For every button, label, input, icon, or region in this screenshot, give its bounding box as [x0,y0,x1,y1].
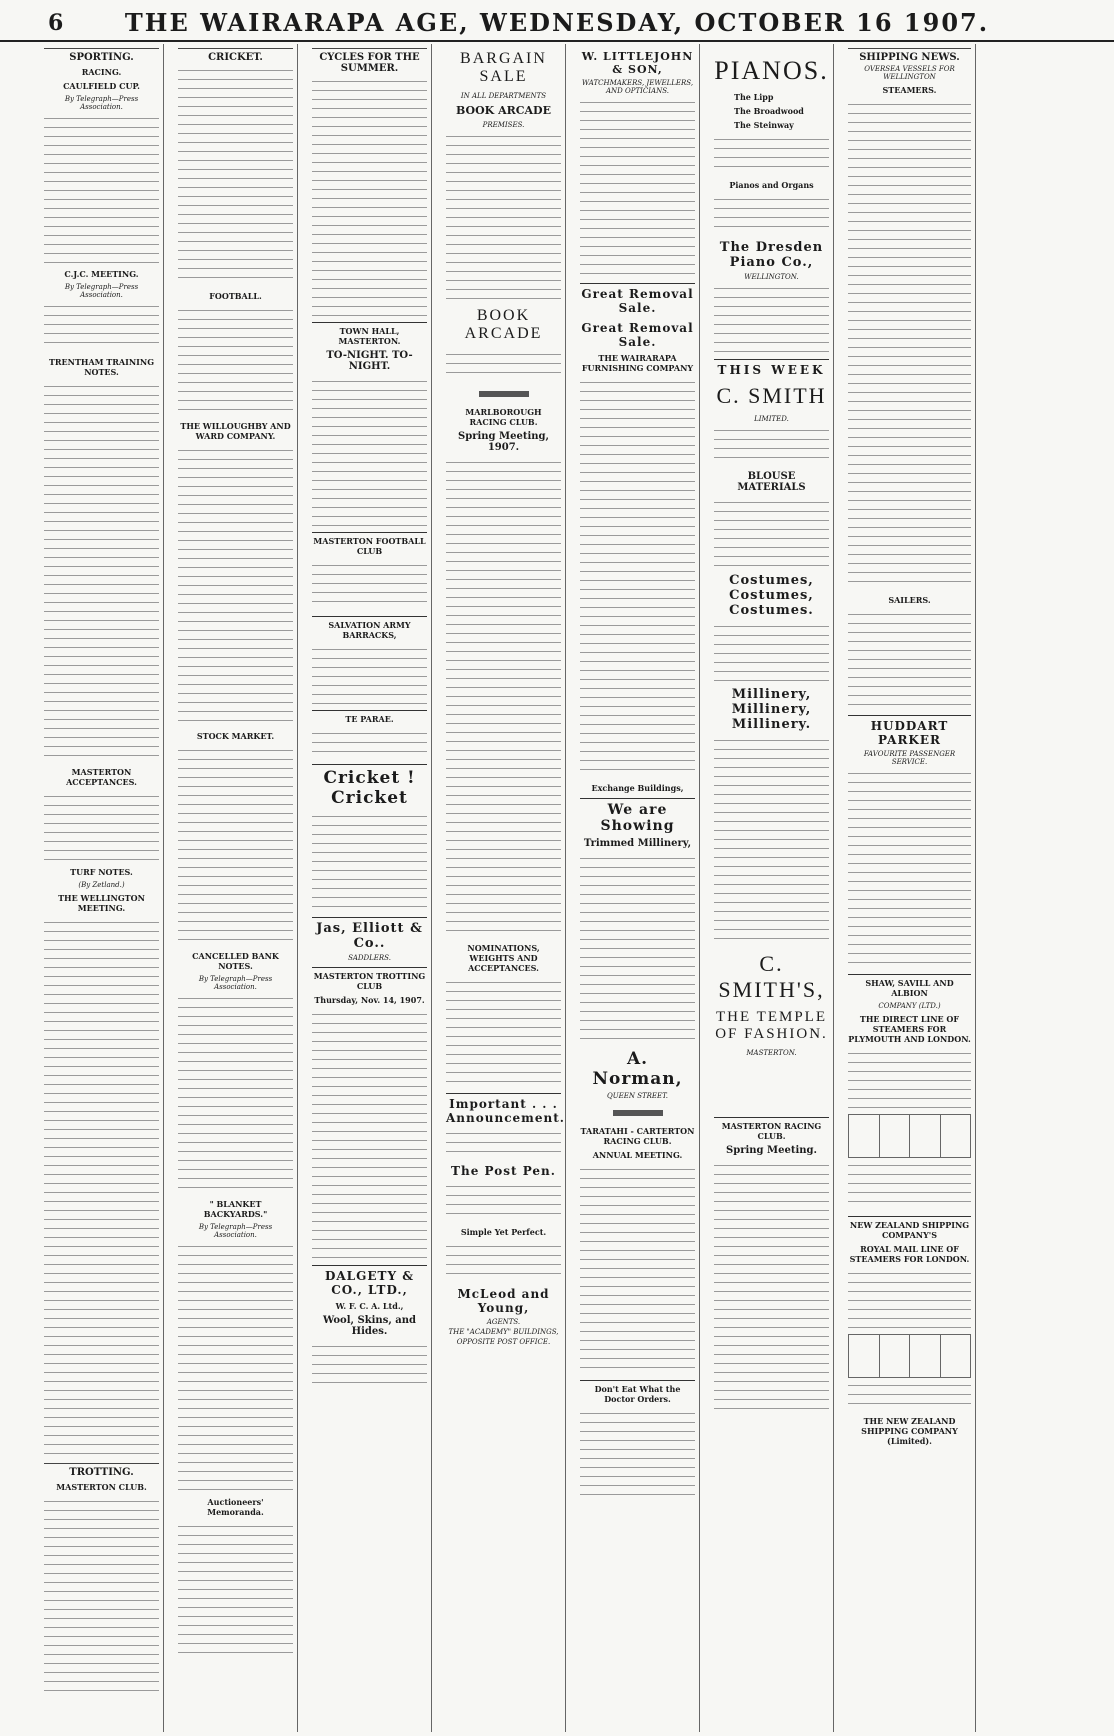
advert-text [580,853,695,1043]
article-text [44,791,159,861]
shipping-list [848,99,971,589]
heading-football: FOOTBALL. [209,291,262,301]
opposite-post-office: OPPOSITE POST OFFICE. [456,1338,551,1346]
mcleod-young: McLeod and Young, [457,1287,550,1315]
heading-trentham: TRENTHAM TRAINING NOTES. [48,357,155,377]
heading-taratahi: TARATAHI - CARTERTON RACING CLUB. [580,1126,695,1146]
newspaper-title: THE WAIRARAPA AGE, WEDNESDAY, OCTOBER 16 1907. [124,8,990,37]
advert-text [580,377,695,777]
c-smith: C. SMITH [716,383,827,408]
advert-text [714,134,829,174]
heading-football-club: MASTERTON FOOTBALL CLUB [312,532,427,556]
heading-willoughby-ward: THE WILLOUGHBY AND WARD COMPANY. [180,421,291,441]
article-text [44,381,159,761]
book-arcade: BOOK ARCADE [456,104,551,117]
piano-steinway: The Steinway [734,120,794,130]
advert-text [312,1009,427,1259]
sailing-schedule [848,768,971,968]
heading-masterton-club: MASTERTON CLUB. [56,1482,147,1492]
heading-salvation-army: SALVATION ARMY BARRACKS, [312,616,427,640]
column-4 [442,44,566,1732]
book-arcade-premises: BOOK ARCADE [464,307,543,342]
heading-stock-market: STOCK MARKET. [196,731,275,741]
heading-sporting: SPORTING. [44,48,159,63]
heading-wellington-meeting: THE WELLINGTON MEETING. [58,893,145,913]
royal-mail-line: ROYAL MAIL LINE OF STEAMERS FOR LONDON. [849,1244,970,1264]
spring-meeting: Spring Meeting. [726,1145,817,1156]
heading-cricket: CRICKET. [178,48,293,63]
heading-acceptances: MASTERTON ACCEPTANCES. [66,767,137,787]
advert-text [312,560,427,610]
racehorse-illustration [474,385,534,403]
page-number: 6 [48,10,64,36]
piano-lipp: The Lipp [734,92,774,102]
temple-of-fashion: THE TEMPLE OF FASHION. [715,1009,828,1042]
article-text [178,445,293,725]
heading-nominations: NOMINATIONS, WEIGHTS AND ACCEPTANCES. [467,943,540,973]
advert-text [714,621,829,681]
nz-shipping: NEW ZEALAND SHIPPING COMPANY'S [848,1216,971,1240]
millinery: Millinery, Millinery, Millinery. [731,687,812,732]
advert-text [312,728,427,758]
article-text [178,1521,293,1661]
heading-trotting-club: MASTERTON TROTTING CLUB [312,967,427,991]
race-programme [446,457,561,937]
heading-doctor: Don't Eat What the Doctor Orders. [580,1380,695,1404]
byline: By Telegraph—Press Association. [64,95,139,111]
advert-text [580,97,695,277]
advert-text [446,131,561,301]
direct-line: THE DIRECT LINE OF STEAMERS FOR PLYMOUTH AND LONDON. [848,1014,971,1044]
advert-text [312,811,427,911]
advert-text [446,349,561,379]
wool-skins-hides: Wool, Skins, and Hides. [322,1315,417,1337]
costumes: Costumes, Costumes, Costumes. [729,573,814,618]
shipping-list [848,609,971,709]
heading-we-are-showing: We are Showing [580,798,695,834]
column-7 [844,44,976,1732]
article-text [44,1496,159,1696]
advert-text [714,497,829,567]
oversea-vessels: OVERSEA VESSELS FOR WELLINGTON [864,65,955,81]
heading-bargain-sale: BARGAIN SALE [460,50,547,85]
heading-steamers: STEAMERS. [882,85,937,95]
heading-marlborough: MARLBOROUGH RACING CLUB. [465,407,542,427]
advert-text [848,1380,971,1410]
advert-text [714,425,829,465]
race-programme [714,1160,829,1410]
heading-blanket-backyards: " BLANKET BACKYARDS." [203,1199,268,1219]
heading-te-parae: TE PARAE. [312,710,427,724]
heading-littlejohn: W. LITTLEJOHN & SON, [581,50,694,76]
heading-town-hall: TOWN HALL, MASTERTON. [312,322,427,346]
advert-text [312,644,427,704]
simple-yet-perfect: Simple Yet Perfect. [460,1227,547,1237]
advert-text [714,735,829,945]
article-text [44,301,159,351]
heading-important: Important . . . Announcement. [446,1093,561,1125]
advert-text [446,1241,561,1281]
byline: By Telegraph—Press Association. [64,283,139,299]
article-text [44,917,159,1457]
furnishing-company: THE WAIRARAPA FURNISHING COMPANY [581,353,694,373]
byline: (By Zetland.) [78,881,125,889]
masterton: MASTERTON. [746,1049,797,1057]
company-ltd: COMPANY (LTD.) [878,1002,941,1010]
column-2 [174,44,298,1732]
nz-shipping-limited: THE NEW ZEALAND SHIPPING COMPANY (Limited). [861,1416,958,1446]
heading-racing: RACING. [81,67,122,77]
removal-sale-repeat: Great Removal Sale. [581,321,694,349]
masthead [0,0,1114,42]
advert-text [848,1160,971,1210]
column-1 [40,44,164,1732]
a-norman: A. Norman, [592,1049,683,1089]
heading-removal-sale: Great Removal Sale. [580,283,695,315]
heading-cjc: C.J.C. MEETING. [64,269,139,279]
heading-turf-notes: TURF NOTES. [70,867,133,877]
article-text [178,745,293,945]
pianos-and-organs: Pianos and Organs [729,180,814,190]
piano-broadwood: The Broadwood [734,106,804,116]
academy-buildings: THE "ACADEMY" BUILDINGS, [448,1328,559,1336]
limited: LIMITED. [754,415,789,423]
steamers-table [848,1334,971,1378]
advert-text [312,76,427,316]
column-6 [710,44,834,1732]
tonight-banner: TO-NIGHT. TO-NIGHT. [326,350,413,372]
advert-text [848,1048,971,1108]
byline: By Telegraph—Press Association. [198,1223,273,1239]
wfca-label: W. F. C. A. Ltd., [335,1301,404,1311]
heading-cancelled-notes: CANCELLED BANK NOTES. [192,951,279,971]
heading-cycles: CYCLES FOR THE SUMMER. [312,48,427,74]
article-text [178,1241,293,1491]
dresden-piano: The Dresden Piano Co., [719,240,824,270]
agents-label: AGENTS. [486,1318,521,1326]
heading-trotting: TROTTING. [44,1463,159,1478]
shaw-savill: SHAW, SAVILL AND ALBION [848,974,971,998]
all-departments: IN ALL DEPARTMENTS [460,92,547,100]
byline: By Telegraph—Press Association. [198,975,273,991]
article-text [44,113,159,263]
advert-text [446,977,561,1087]
heading-sailers: SAILERS. [888,595,931,605]
passenger-service: FAVOURITE PASSENGER SERVICE. [863,750,956,766]
saddlers-label: SADDLERS. [348,954,391,962]
annual-meeting: ANNUAL MEETING. [592,1150,683,1160]
spring-meeting: Spring Meeting, 1907. [458,431,549,453]
trimmed-millinery: Trimmed Millinery, [583,838,692,849]
c-smiths: C. SMITH'S, [718,951,825,1002]
column-5 [576,44,700,1732]
huddart-parker: HUDDART PARKER [848,715,971,747]
heading-elliott: Jas, Elliott & Co.. [312,917,427,951]
sailings-table [848,1114,971,1158]
advert-text [714,283,829,353]
advert-text [446,1128,561,1158]
advert-text [580,1408,695,1498]
advert-text [580,1164,695,1374]
watchmakers: WATCHMAKERS, JEWELLERS, AND OPTICIANS. [581,79,694,95]
premises: PREMISES. [482,121,525,129]
heading-caulfield-cup: CAULFIELD CUP. [63,81,140,91]
advert-text [714,194,829,234]
advert-text [848,1268,971,1328]
wellington: WELLINGTON. [744,273,799,281]
exchange-buildings: Exchange Buildings, [591,783,684,793]
trotting-date: Thursday, Nov. 14, 1907. [314,995,425,1005]
article-text [178,305,293,415]
heading-cricket-ad: Cricket ! Cricket [312,764,427,808]
racehorse-illustration [608,1104,668,1122]
blouse-materials: BLOUSE MATERIALS [737,471,806,493]
column-3 [308,44,432,1732]
heading-masterton-racing: MASTERTON RACING CLUB. [714,1117,829,1141]
heading-pianos: PIANOS. [714,56,829,85]
advert-text [312,1341,427,1391]
post-pen: The Post Pen. [451,1164,556,1178]
article-text [178,993,293,1193]
this-week: THIS WEEK [714,359,829,377]
article-text [178,65,293,285]
queen-street: QUEEN STREET. [606,1092,669,1100]
advert-text [312,376,427,526]
heading-auctioneers: Auctioneers' Memoranda. [207,1497,264,1517]
advert-text [446,1181,561,1221]
heading-shipping: SHIPPING NEWS. [848,48,971,63]
heading-dalgety: DALGETY & CO., LTD., [312,1265,427,1297]
